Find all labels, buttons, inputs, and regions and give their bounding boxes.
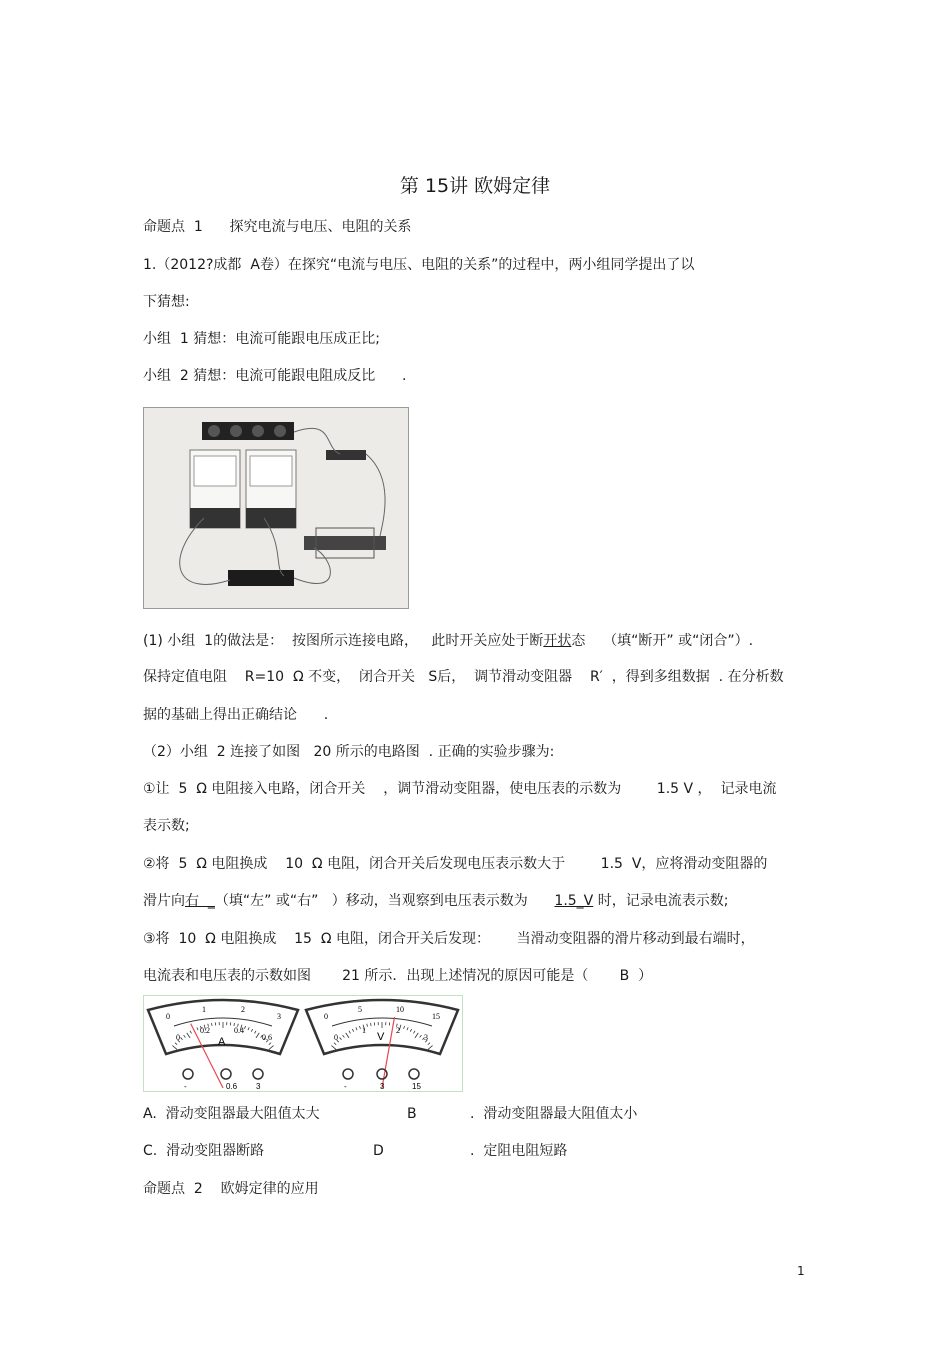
- step-3-line-2: 电流表和电压表的示数如图 21 所示．出现上述情况的原因可能是（ B ）: [143, 968, 653, 984]
- page-number: 1: [797, 1264, 805, 1278]
- ammeter-bottom-3: 0.6: [262, 1033, 272, 1042]
- part-1-line-1: [143, 631, 753, 651]
- part-1-text-a: (1) 小组 1的做法是： 按图所示连接电路， 此时开关应处于断: [143, 633, 544, 649]
- voltmeter-terminal-3: [377, 1069, 387, 1079]
- ammeter-terminal-negative: [183, 1069, 193, 1079]
- ammeter-terminal-0-6: [221, 1069, 231, 1079]
- option-a: A. 滑动变阻器最大阻值太大: [143, 1106, 320, 1122]
- voltmeter-terminal-label-3: 3: [380, 1082, 385, 1091]
- step-1-line-2: 表示数;: [143, 818, 190, 834]
- ammeter-terminal-label-negative: -: [184, 1082, 187, 1091]
- voltmeter-top-0: 0: [324, 1012, 328, 1021]
- ammeter-top-1: 1: [202, 1005, 206, 1014]
- part-1-text-b: 态 （填“断开” 或“闭合”）.: [571, 633, 754, 649]
- ammeter-terminal-3: [253, 1069, 263, 1079]
- section-heading-1: 命题点 1 探究电流与电压、电阻的关系: [143, 219, 412, 235]
- option-d-text: . 定阻电阻短路: [470, 1143, 568, 1159]
- option-b-text: . 滑动变阻器最大阻值太小: [470, 1106, 638, 1122]
- section-heading-2: 命题点 2 欧姆定律的应用: [143, 1181, 319, 1197]
- ammeter-bottom-2: 0.4: [234, 1026, 244, 1035]
- part-2-intro: （2）小组 2 连接了如图 20 所示的电路图 . 正确的实验步骤为:: [143, 744, 555, 760]
- meter-tick: [371, 1023, 372, 1026]
- step-2-text-b: （填“左” 或“右” ）移动，当观察到电压表示数为: [214, 893, 555, 909]
- option-c: C. 滑动变阻器断路: [143, 1143, 265, 1159]
- option-d-letter: D: [373, 1143, 384, 1159]
- step-2-answer-voltage: 1.5_V: [554, 893, 594, 909]
- voltmeter-unit: V: [377, 1031, 385, 1043]
- voltmeter-terminal-label-negative: -: [344, 1082, 347, 1091]
- ammeter-terminal-label-0-6: 0.6: [226, 1082, 238, 1091]
- ammeter-terminal-label-3: 3: [256, 1082, 261, 1091]
- ammeter-top-3: 3: [277, 1012, 281, 1021]
- step-3-line-1: ③将 10 Ω 电阻换成 15 Ω 电阻，闭合开关后发现： 当滑动变阻器的滑片移动到最右端时，: [143, 931, 755, 947]
- step-2-text-a: 滑片向: [143, 893, 185, 909]
- circuit-photo: [143, 407, 409, 609]
- voltmeter-top-1: 5: [358, 1005, 362, 1014]
- voltmeter-bottom-0: 0: [334, 1033, 338, 1042]
- voltmeter-terminal-label-15: 15: [412, 1082, 421, 1091]
- question-1-line-1: 1.（2012?成都 A卷）在探究“电流与电压、电阻的关系”的过程中，两小组同学提出了以: [143, 257, 695, 273]
- question-1-line-2: 下猜想:: [143, 294, 190, 310]
- step-2-line-1: ②将 5 Ω 电阻换成 10 Ω 电阻，闭合开关后发现电压表示数大于 1.5 V，应将滑动变阻器的: [143, 856, 768, 872]
- option-b-letter: B: [407, 1106, 417, 1122]
- step-2-answer-direction: 右 _: [185, 893, 215, 909]
- ammeter-top-0: 0: [166, 1012, 170, 1021]
- voltmeter: [306, 1000, 458, 1091]
- voltmeter-top-3: 15: [432, 1012, 440, 1021]
- part-1-answer: 开状: [543, 633, 572, 649]
- ammeter-bottom-1: 0.2: [200, 1026, 210, 1035]
- voltmeter-terminal-15: [409, 1069, 419, 1079]
- ammeter: [148, 1000, 298, 1091]
- voltmeter-top-2: 10: [396, 1005, 404, 1014]
- page-title: 第 15讲 欧姆定律: [399, 175, 551, 197]
- voltmeter-bottom-1: 1: [362, 1026, 366, 1035]
- voltmeter-bottom-3: 3: [424, 1033, 428, 1042]
- meter-tick: [212, 1023, 213, 1026]
- meters-figure: [143, 995, 463, 1092]
- part-1-line-2: 保持定值电阻 R=10 Ω 不变， 闭合开关 S后， 调节滑动变阻器 R′ ，得到多组数据 . 在分析数: [143, 669, 784, 685]
- guess-group-2: 小组 2 猜想：电流可能跟电阻成反比 .: [143, 368, 407, 384]
- step-1-line-1: ①让 5 Ω 电阻接入电路，闭合开关 ，调节滑动变阻器，使电压表的示数为 1.5 V ， 记录电流: [143, 781, 777, 797]
- voltmeter-bottom-2: 2: [396, 1026, 400, 1035]
- part-1-line-3: 据的基础上得出正确结论 .: [143, 707, 329, 723]
- step-2-line-2: [143, 891, 728, 911]
- ammeter-top-2: 2: [241, 1005, 245, 1014]
- guess-group-1: 小组 1 猜想：电流可能跟电压成正比;: [143, 331, 380, 347]
- ammeter-unit: A: [218, 1036, 226, 1048]
- ammeter-bottom-0: 0: [176, 1033, 180, 1042]
- voltmeter-terminal-negative: [343, 1069, 353, 1079]
- step-2-text-c: 时，记录电流表示数;: [593, 893, 729, 909]
